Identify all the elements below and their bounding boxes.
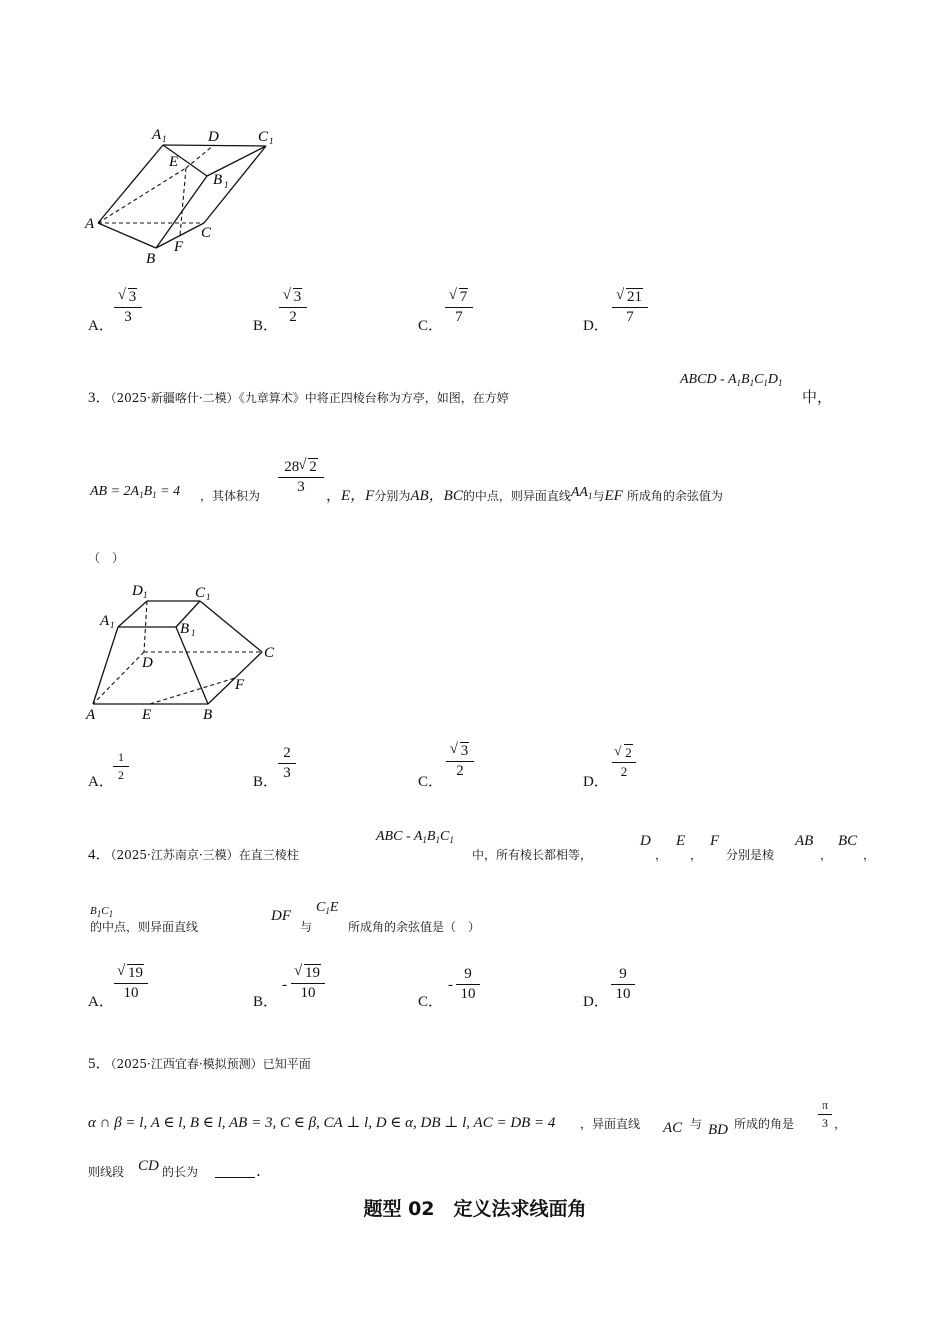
q4-option-d-value: $\frac{9}{10}$ xyxy=(611,966,635,1003)
q3-option-d-value: √ $\frac{2}{2}$ xyxy=(612,745,636,780)
q5-text-4: ， xyxy=(834,1117,847,1131)
q4-comma-4: ， xyxy=(863,848,876,862)
q5-text-2: ，异面直线 xyxy=(580,1117,641,1131)
label-A1: A xyxy=(152,127,162,143)
label-A: A xyxy=(85,216,95,232)
section-title: 题型 02 定义法求线面角 xyxy=(363,1198,587,1220)
label-B1-sub: 1 xyxy=(224,180,229,190)
q5-period: . xyxy=(256,1162,261,1180)
q4-e: E xyxy=(676,833,686,849)
q5-text-6: 的长为 xyxy=(162,1165,199,1179)
q4-comma-2: ， xyxy=(690,848,703,862)
q4-option-a-label[interactable]: A． xyxy=(88,994,114,1010)
q4-text-4: 的中点，则异面直线 xyxy=(90,920,199,934)
q4-comma-3: ， xyxy=(820,848,833,862)
q4-option-b-label[interactable]: B． xyxy=(253,994,279,1010)
label-B: B xyxy=(203,707,213,723)
q5-answer-blank[interactable] xyxy=(215,1177,255,1178)
label-E: E xyxy=(169,154,179,170)
label-C: C xyxy=(201,225,212,241)
label-D: D xyxy=(142,655,153,671)
q4-text-3: 分别是棱 xyxy=(726,848,775,862)
figure-2-frustum xyxy=(80,578,290,728)
q4-prism: ABC - $A_1B_1C_1$ xyxy=(376,829,454,845)
q4-option-c-value: $\frac{9}{10}$ xyxy=(456,966,480,1003)
label-B1: B xyxy=(180,621,190,637)
q2-option-b-value: √ $\frac{3}{2}$ xyxy=(279,289,307,326)
label-B: B xyxy=(146,251,156,267)
q3-option-c-value: √ $\frac{3}{2}$ xyxy=(446,743,474,780)
label-B1-sub: 1 xyxy=(191,628,196,638)
q5-line-1: 5．（2025·江西宜春·模拟预测）已知平面 xyxy=(88,1056,311,1072)
q4-df: DF xyxy=(271,908,291,924)
q4-line-1: 4．（2025·江苏南京·三模）在直三棱柱 xyxy=(88,847,299,863)
q3-text-2: ，其体积为 xyxy=(200,489,261,503)
q4-b1c1: $B_1C_1$ xyxy=(90,905,114,919)
q4-option-b-value: √ $\frac{19}{10}$ xyxy=(291,965,325,1002)
q4-text-5: 所成角的余弦值是（ ） xyxy=(348,920,481,934)
q2-option-c-value: √ $\frac{7}{7}$ xyxy=(445,289,473,326)
q3-paren: （ ） xyxy=(88,551,125,565)
q5-text-5: 则线段 xyxy=(88,1165,125,1179)
q2-option-c-label[interactable]: C． xyxy=(418,318,444,334)
q4-c1e: $C_1E$ xyxy=(316,900,339,916)
q3-text-1: 《九章算术》中将正四棱台称为方亭，如图，在方婷 xyxy=(238,391,509,405)
q4-option-b-sign: - xyxy=(282,977,287,993)
q5-yu: 与 xyxy=(690,1117,703,1131)
q2-option-a-value: √ $\frac{3}{3}$ xyxy=(114,289,142,326)
label-C1: C xyxy=(258,129,269,145)
q2-option-a-label[interactable]: A． xyxy=(88,318,114,334)
q4-option-a-value: √ $\frac{19}{10}$ xyxy=(114,965,148,1002)
label-A1-sub: 1 xyxy=(110,620,115,630)
label-A: A xyxy=(86,707,96,723)
q5-angle: $\frac{\pi}{3}$ xyxy=(818,1098,832,1131)
label-F: F xyxy=(174,239,184,255)
q4-yu: 与 xyxy=(300,920,313,934)
q4-f: F xyxy=(710,833,720,849)
q5-text-3: 所成的角是 xyxy=(734,1117,795,1131)
figure-1-parallelepiped xyxy=(80,120,290,270)
label-D1-sub: 1 xyxy=(143,590,148,600)
label-C1: C xyxy=(195,585,206,601)
q2-option-d-label[interactable]: D． xyxy=(583,318,609,334)
q4-comma-1: ， xyxy=(655,848,668,862)
label-E: E xyxy=(142,707,152,723)
q5-ac: AC xyxy=(663,1120,683,1136)
q3-number: 3． xyxy=(88,390,111,406)
label-D: D xyxy=(208,129,219,145)
q3-line-2-rest: ，E，F分别为AB，BC的中点，则异面直线$AA_1$与EF 所成角的余弦值为 xyxy=(326,485,723,504)
q4-d: D xyxy=(640,833,651,849)
q2-option-b-label[interactable]: B． xyxy=(253,318,279,334)
q3-option-a-value: $\frac{1}{2}$ xyxy=(113,750,129,783)
q3-option-c-label[interactable]: C． xyxy=(418,774,444,790)
label-B1: B xyxy=(213,172,223,188)
q3-option-b-value: $\frac{2}{3}$ xyxy=(278,745,296,782)
q4-text-2: 中，所有棱长都相等， xyxy=(472,848,593,862)
q3-volume: $\frac{28√ 2}{3}$ xyxy=(278,459,324,496)
q3-solid: ABCD - $A_1B_1C_1D_1$ xyxy=(680,372,783,388)
q4-option-d-label[interactable]: D． xyxy=(583,994,609,1010)
label-C: C xyxy=(264,645,275,661)
q3-line-1 xyxy=(88,386,509,407)
q3-option-a-label[interactable]: A． xyxy=(88,774,114,790)
q3-equation: AB = $2A_1B_1 = 4$ xyxy=(90,484,181,500)
label-F: F xyxy=(235,677,245,693)
label-A1: A xyxy=(100,613,110,629)
q5-bd: BD xyxy=(708,1122,728,1138)
q3-source: （2025·新疆喀什·二模） xyxy=(110,391,239,405)
label-D1: D xyxy=(132,583,143,599)
q5-conditions: α ∩ β = l, A ∈ l, B ∈ l, AB = 3, C ∈ β, CA ⊥ l, D ∈ α, DB ⊥ l, AC = DB = 4 xyxy=(88,1115,556,1131)
label-A1-sub: 1 xyxy=(162,134,167,144)
q4-option-c-sign: - xyxy=(448,977,453,993)
q4-option-c-label[interactable]: C． xyxy=(418,994,444,1010)
q4-bc: BC xyxy=(838,833,858,849)
label-C1-sub: 1 xyxy=(269,136,274,146)
q2-option-d-value: √ $\frac{21}{7}$ xyxy=(612,289,648,326)
q5-cd: CD xyxy=(138,1158,159,1174)
label-C1-sub: 1 xyxy=(206,592,211,602)
q3-option-d-label[interactable]: D． xyxy=(583,774,609,790)
q3-option-b-label[interactable]: B． xyxy=(253,774,279,790)
q4-ab: AB xyxy=(795,833,814,849)
q3-zhong: 中， xyxy=(802,388,833,406)
